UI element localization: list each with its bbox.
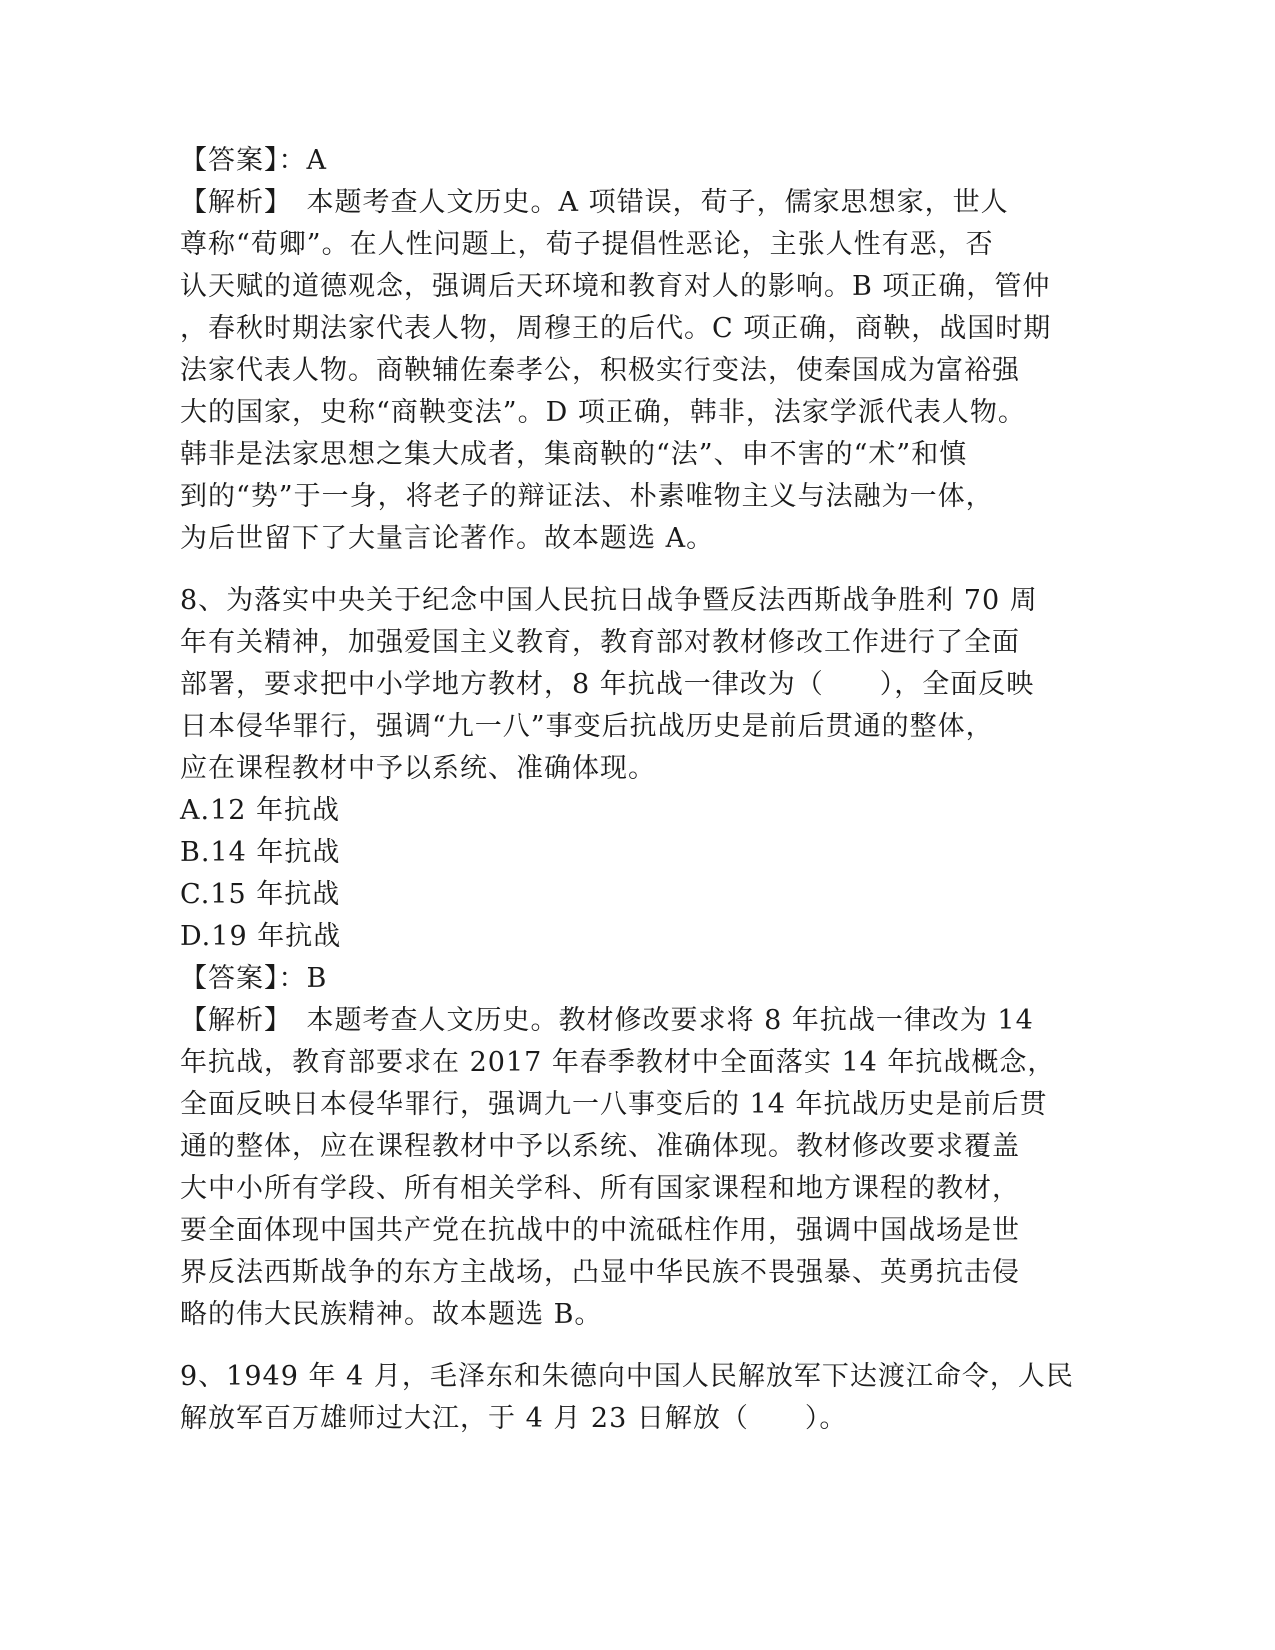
question-9 — [180, 1356, 1074, 1440]
stem-line: 8、为落实中央关于纪念中国人民抗日战争暨反法西斯战争胜利 70 周 — [180, 585, 1038, 616]
analysis-paragraph — [180, 182, 1060, 560]
option-d: D.19 年抗战 — [180, 921, 342, 952]
stem-line: 9、1949 年 4 月，毛泽东和朱德向中国人民解放军下达渡江命令，人民 — [180, 1361, 1074, 1392]
question-8 — [180, 580, 1060, 1336]
stem-line: 日本侵华罪行，强调“九一八”事变后抗战历史是前后贯通的整体， — [180, 711, 994, 742]
analysis-paragraph — [180, 1000, 1060, 1336]
stem-line: 应在课程教材中予以系统、准确体现。 — [180, 753, 656, 784]
analysis-line: 到的“势”于一身，将老子的辩证法、朴素唯物主义与法融为一体， — [180, 481, 994, 512]
answer-label: 【答案】：A — [180, 145, 327, 176]
analysis-line: 大中小所有学段、所有相关学科、所有国家课程和地方课程的教材， — [180, 1173, 1020, 1204]
analysis-line: 认天赋的道德观念，强调后天环境和教育对人的影响。B 项正确，管仲 — [180, 271, 1051, 302]
question-stem — [180, 580, 1060, 790]
analysis-line: 韩非是法家思想之集大成者，集商鞅的“法”、申不害的“术”和慎 — [180, 439, 968, 470]
q7-answer-block — [180, 140, 1060, 560]
options-list — [180, 790, 1060, 958]
stem-line: 年有关精神，加强爱国主义教育，教育部对教材修改工作进行了全面 — [180, 627, 1020, 658]
analysis-line: 通的整体，应在课程教材中予以系统、准确体现。教材修改要求覆盖 — [180, 1131, 1020, 1162]
stem-line: 部署，要求把中小学地方教材，8 年抗战一律改为（ ），全面反映 — [180, 669, 1035, 700]
analysis-line: 要全面体现中国共产党在抗战中的中流砥柱作用，强调中国战场是世 — [180, 1215, 1020, 1246]
option-b: B.14 年抗战 — [180, 837, 341, 868]
analysis-line: 为后世留下了大量言论著作。故本题选 A。 — [180, 523, 715, 554]
question-stem — [180, 1356, 1074, 1440]
option-a: A.12 年抗战 — [180, 795, 341, 826]
analysis-line: 年抗战，教育部要求在 2017 年春季教材中全面落实 14 年抗战概念， — [180, 1047, 1056, 1078]
document-page — [180, 140, 1074, 1440]
analysis-line: ，春秋时期法家代表人物，周穆王的后代。C 项正确，商鞅，战国时期 — [180, 313, 1052, 344]
analysis-line: 【解析】 本题考查人文历史。教材修改要求将 8 年抗战一律改为 14 — [180, 1005, 1034, 1036]
analysis-line: 【解析】 本题考查人文历史。A 项错误，荀子，儒家思想家，世人 — [180, 187, 1009, 218]
stem-line: 解放军百万雄师过大江，于 4 月 23 日解放（ ）。 — [180, 1403, 848, 1434]
option-c: C.15 年抗战 — [180, 879, 341, 910]
analysis-line: 法家代表人物。商鞅辅佐秦孝公，积极实行变法，使秦国成为富裕强 — [180, 355, 1020, 386]
analysis-line: 全面反映日本侵华罪行，强调九一八事变后的 14 年抗战历史是前后贯 — [180, 1089, 1048, 1120]
analysis-line: 大的国家，史称“商鞅变法”。D 项正确，韩非，法家学派代表人物。 — [180, 397, 1026, 428]
answer-label: 【答案】：B — [180, 963, 328, 994]
analysis-line: 界反法西斯战争的东方主战场，凸显中华民族不畏强暴、英勇抗击侵 — [180, 1257, 1020, 1288]
analysis-line: 尊称“荀卿”。在人性问题上，荀子提倡性恶论，主张人性有恶，否 — [180, 229, 994, 260]
analysis-line: 略的伟大民族精神。故本题选 B。 — [180, 1299, 603, 1330]
